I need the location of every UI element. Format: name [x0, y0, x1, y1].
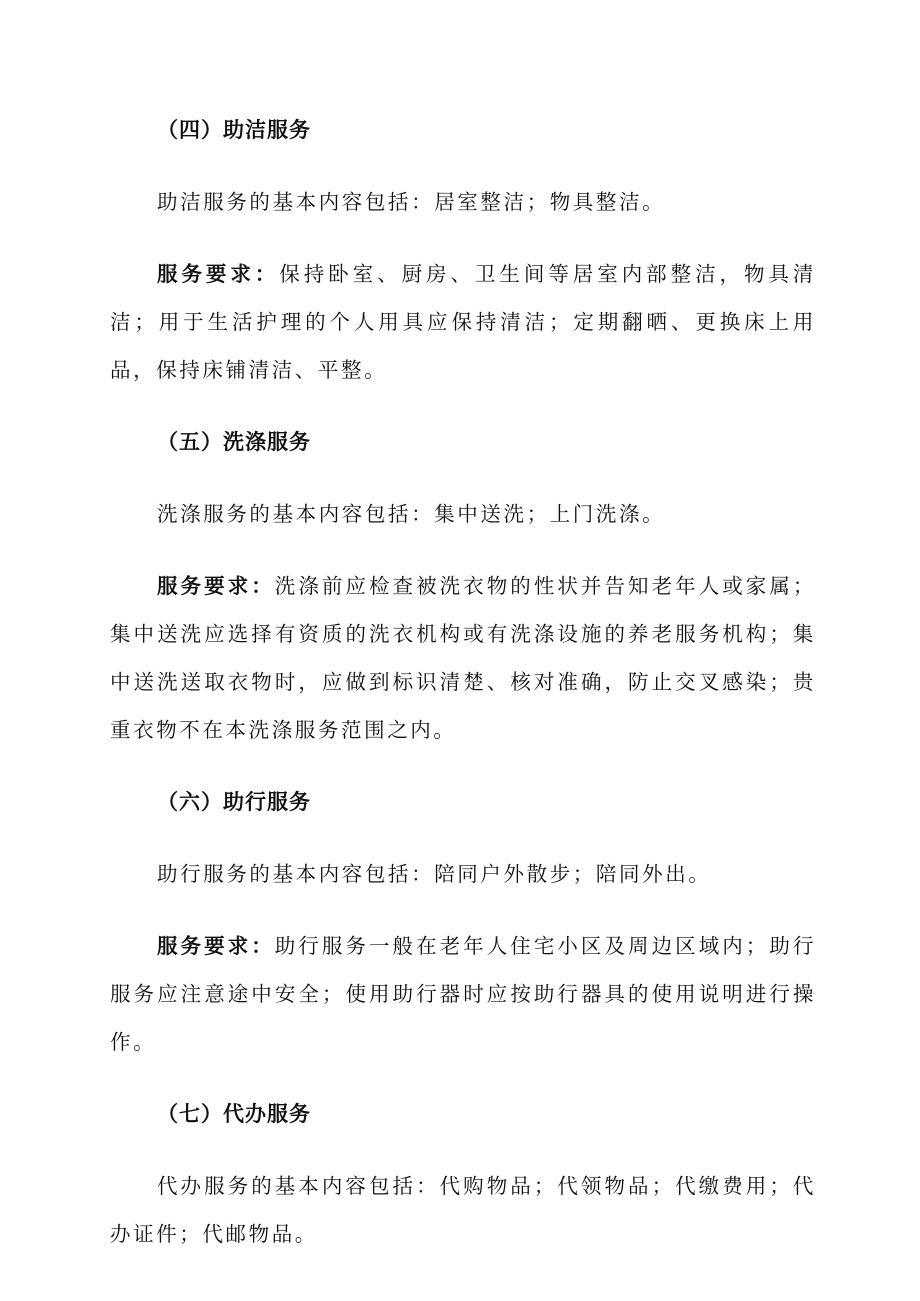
section-intro: 助行服务的基本内容包括：陪同户外散步；陪同外出。	[157, 862, 712, 886]
section-requirements	[110, 250, 816, 394]
section-intro: 代办服务的基本内容包括：代购物品；代领物品；代缴费用；代办证件；代邮物品。	[110, 1174, 816, 1246]
section-requirements	[110, 562, 816, 754]
requirement-text: 保持卧室、厨房、卫生间等居室内部整洁，物具清洁；用于生活护理的个人用具应保持清洁；定期翻晒、更换床上用品，保持床铺清洁、平整。	[110, 262, 817, 382]
document-body	[110, 106, 816, 1282]
section-laundry-service	[110, 418, 816, 754]
section-cleaning-service	[110, 106, 816, 394]
section-walking-assistance	[110, 778, 816, 1066]
requirement-text: 洗涤前应检查被洗衣物的性状并告知老年人或家属；集中送洗应选择有资质的洗衣机构或有洗涤设施的养老服务机构；集中送洗送取衣物时，应做到标识清楚、核对准确，防止交叉感染；贵重衣物不在本洗涤服务范围之内。	[110, 574, 816, 742]
section-heading: （五）洗涤服务	[157, 430, 311, 454]
requirement-label: 服务要求：	[157, 934, 275, 958]
section-intro: 助洁服务的基本内容包括：居室整洁；物具整洁。	[157, 190, 666, 214]
requirement-label: 服务要求：	[157, 574, 275, 598]
section-heading: （七）代办服务	[157, 1102, 311, 1126]
section-heading: （六）助行服务	[157, 790, 311, 814]
requirement-text: 助行服务一般在老年人住宅小区及周边区域内；助行服务应注意途中安全；使用助行器时应按助行器具的使用说明进行操作。	[110, 934, 816, 1054]
section-heading: （四）助洁服务	[157, 118, 311, 142]
requirement-label: 服务要求：	[157, 262, 280, 286]
section-errand-service	[110, 1090, 816, 1258]
section-intro: 洗涤服务的基本内容包括：集中送洗；上门洗涤。	[157, 502, 666, 526]
section-requirements	[110, 922, 816, 1066]
